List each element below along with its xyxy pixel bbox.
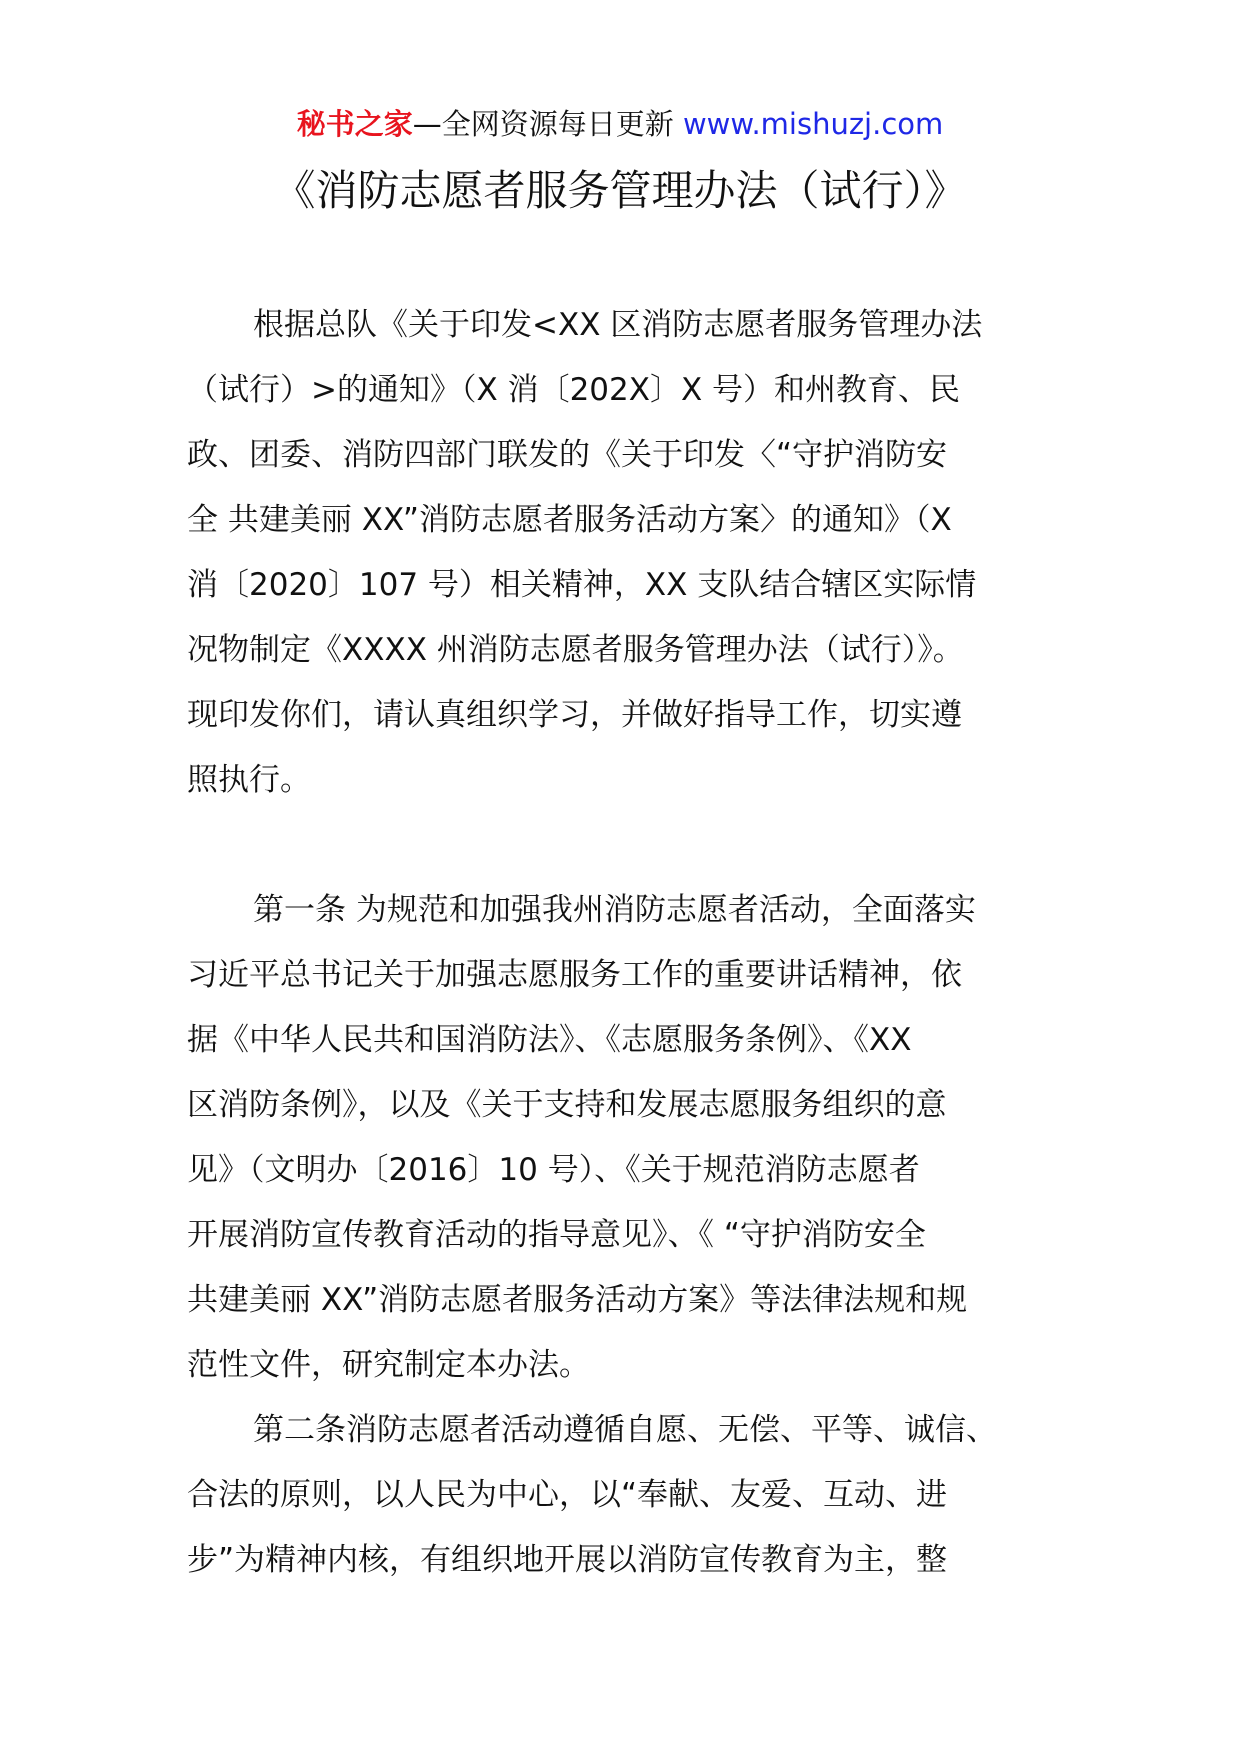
text-line: 合法的原则，以人民为中心，以“奉献、友爱、互动、进	[187, 1477, 948, 1513]
text-line: 习近平总书记关于加强志愿服务工作的重要讲话精神，依	[187, 957, 962, 993]
text-line: 政、团委、消防四部门联发的《关于印发〈“守护消防安	[187, 437, 948, 473]
header-slogan: —全网资源每日更新	[412, 107, 683, 141]
text-line: 开展消防宣传教育活动的指导意见》、《 “守护消防安全	[187, 1217, 926, 1253]
text-line: 第二条消防志愿者活动遵循自愿、无偿、平等、诚信、	[253, 1412, 997, 1448]
text-line: 第一条 为规范和加强我州消防志愿者活动，全面落实	[253, 892, 976, 928]
text-line: 范性文件，研究制定本办法。	[187, 1347, 590, 1383]
document-body	[187, 293, 1067, 1593]
text-line: 现印发你们，请认真组织学习，并做好指导工作，切实遵	[187, 697, 962, 733]
brand-name: 秘书之家	[296, 107, 413, 141]
text-line: （试行）>的通知》（X 消〔202X〕X 号）和州教育、民	[187, 372, 961, 408]
text-line: 况物制定《XXXX 州消防志愿者服务管理办法（试行）》。	[187, 632, 964, 668]
intro-paragraph	[187, 293, 1067, 813]
site-header	[0, 104, 1240, 144]
text-line: 据《中华人民共和国消防法》、《志愿服务条例》、《XX	[187, 1022, 912, 1058]
article-2-paragraph	[187, 1398, 1067, 1593]
text-line: 照执行。	[187, 762, 311, 798]
text-line: 消〔2020〕107 号）相关精神，XX 支队结合辖区实际情	[187, 567, 977, 603]
text-line: 全 共建美丽 XX”消防志愿者服务活动方案〉的通知》（X	[187, 502, 952, 538]
text-line: 步”为精神内核，有组织地开展以消防宣传教育为主，整	[187, 1542, 948, 1578]
text-line: 根据总队《关于印发<XX 区消防志愿者服务管理办法	[253, 307, 983, 343]
text-line: 区消防条例》，以及《关于支持和发展志愿服务组织的意	[187, 1087, 947, 1123]
article-1-paragraph	[187, 878, 1067, 1398]
site-url-link[interactable]: www.mishuzj.com	[682, 107, 944, 141]
text-line: 见》（文明办〔2016〕10 号）、《关于规范消防志愿者	[187, 1152, 920, 1188]
text-line: 共建美丽 XX”消防志愿者服务活动方案》等法律法规和规	[187, 1282, 968, 1318]
document-title: 《消防志愿者服务管理办法（试行）》	[273, 166, 967, 215]
paragraph-gap	[187, 813, 1067, 878]
